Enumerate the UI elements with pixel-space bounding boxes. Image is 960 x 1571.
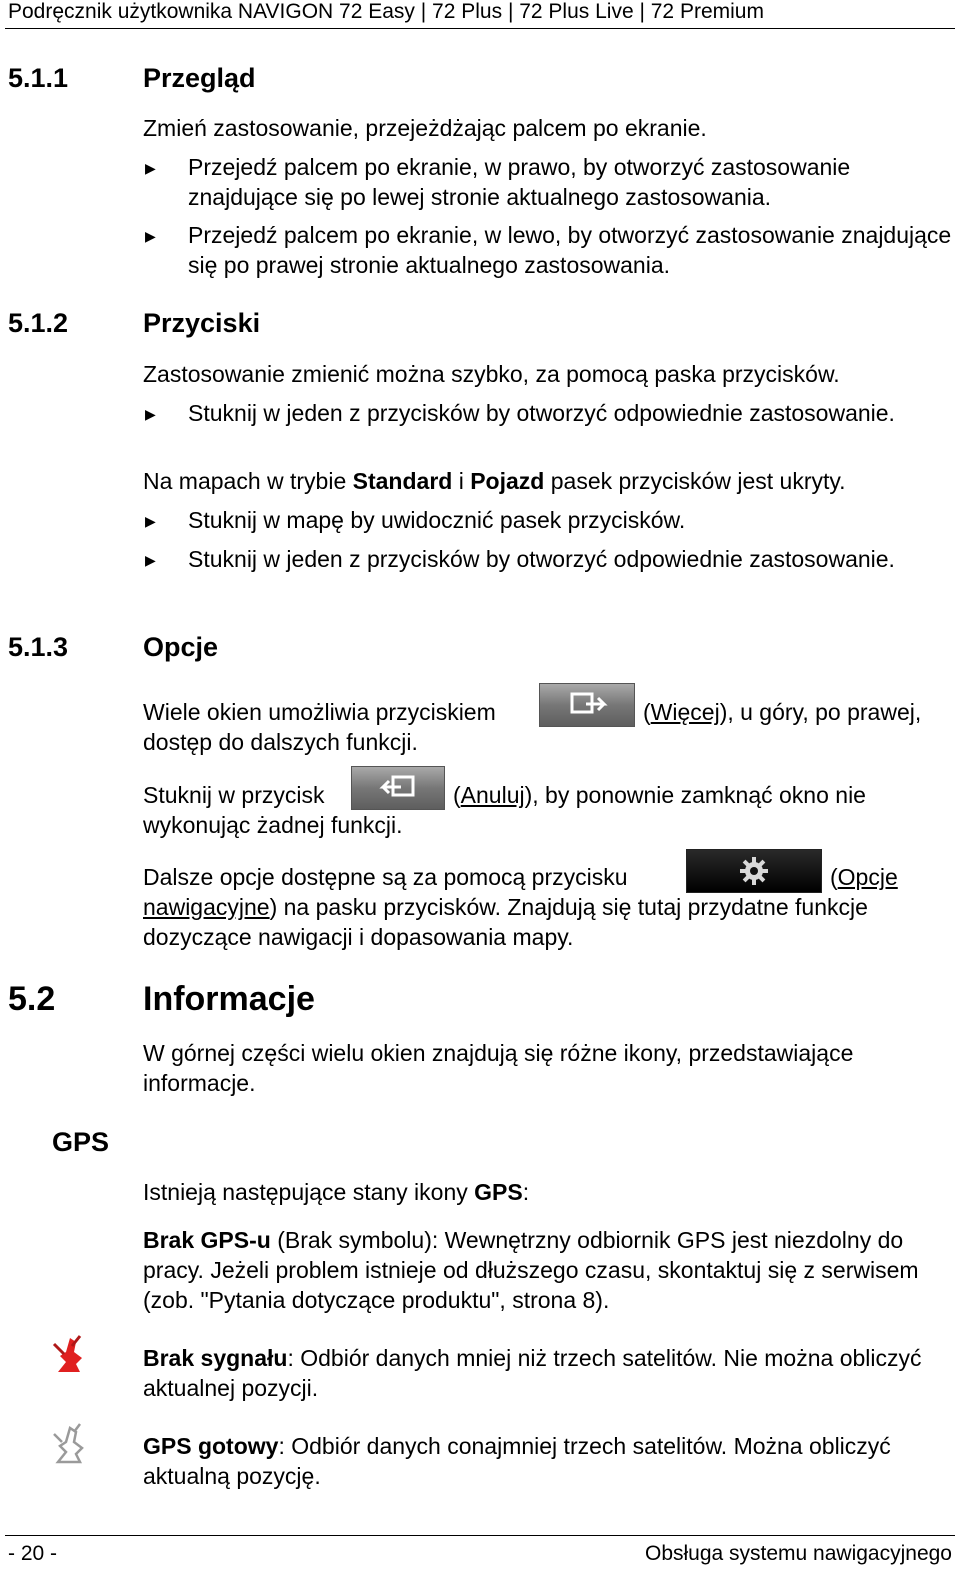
triangle-right-icon: ▶ [145,228,156,244]
buttons-bullet-3: Stuknij w jeden z przycisków by otworzyć odpowiednie zastosowanie. [188,546,895,572]
section-number-511: 5.1.1 [8,63,69,93]
options-text-line-1b: (Opcje [830,864,898,890]
cancel-button-image [351,766,445,810]
gps-no-signal-icon [50,1332,90,1376]
options-text-line-2: nawigacyjne) na pasku przycisków. Znajdują się tutaj przydatne funkcje [143,894,868,920]
more-text-line-1b: (Więcej), u góry, po prawej, [643,699,922,725]
overview-bullet-1: Przejedź palcem po ekranie, w prawo, by otworzyć zastosowanie znajdujące się po lewej stronie aktualnego zastosowania. [188,154,851,210]
gps-state-ready: GPS gotowy: Odbiór danych conajmniej trzech satelitów. Można obliczyć aktualną pozycję. [143,1433,891,1489]
gps-state-none: Brak GPS-u (Brak symbolu): Wewnętrzny odbiornik GPS jest niezdolny do pracy. Jeżeli problem istnieje od dłuższego czasu, skontaktuj się z serwisem (zob. "Pytania dotyczące produktu", strona 8). [143,1227,919,1313]
gps-states-intro: Istnieją następujące stany ikony GPS: [143,1179,530,1205]
more-button-image [539,683,635,727]
triangle-right-icon: ▶ [145,552,156,568]
section-number-512: 5.1.2 [8,308,69,338]
gps-side-heading: GPS [52,1127,110,1157]
section-title-overview: Przegląd [143,63,256,93]
options-text-line-1: Dalsze opcje dostępne są za pomocą przycisku [143,864,628,890]
triangle-right-icon: ▶ [145,406,156,422]
buttons-map-mode-paragraph: Na mapach w trybie Standard i Pojazd pasek przycisków jest ukryty. [143,468,846,494]
cancel-link: Anuluj [460,782,525,808]
overview-bullet-2: Przejedź palcem po ekranie, w lewo, by otworzyć zastosowanie znajdujące się po prawej stronie aktualnego zastosowania. [188,222,952,278]
cancel-back-icon [375,773,421,803]
gps-state-no-signal: Brak sygnału: Odbiór danych mniej niż trzech satelitów. Nie można obliczyć aktualnej pozycji. [143,1345,922,1401]
options-text-line-3: dozyczące nawigacji i dopasowania mapy. [143,924,574,950]
gps-ready-icon [50,1420,90,1466]
section-number-513: 5.1.3 [8,632,69,662]
cancel-text-line-1: Stuknij w przycisk [143,782,325,808]
cancel-text-line-2: wykonując żadnej funkcji. [143,812,403,838]
section-title-options: Opcje [143,632,219,662]
triangle-right-icon: ▶ [145,160,156,176]
page-number: - 20 - [8,1542,58,1565]
more-link: Więcej [650,699,720,725]
triangle-right-icon: ▶ [145,513,156,529]
options-link-part-1: Opcje [837,864,898,890]
more-arrow-icon [564,690,610,720]
footer-section-title: Obsługa systemu nawigacyjnego [644,1542,952,1565]
buttons-bullet-1: Stuknij w jeden z przycisków by otworzyć odpowiednie zastosowanie. [188,400,895,426]
section-title-information: Informacje [143,980,315,1018]
section-title-buttons: Przyciski [143,308,261,338]
buttons-bullet-2: Stuknij w mapę by uwidocznić pasek przycisków. [188,507,686,533]
running-header: Podręcznik użytkownika NAVIGON 72 Easy | 72 Plus | 72 Plus Live | 72 Premium [8,0,764,23]
information-intro: W górnej części wielu okien znajdują się różne ikony, przedstawiające informacje. [143,1040,854,1096]
overview-intro: Zmień zastosowanie, przejeżdżając palcem po ekranie. [143,115,707,141]
footer-rule [5,1535,955,1536]
header-rule [5,28,955,29]
buttons-intro: Zastosowanie zmienić można szybko, za pomocą paska przycisków. [143,361,840,387]
more-text-line-2: dostęp do dalszych funkcji. [143,729,418,755]
section-number-52: 5.2 [8,980,56,1018]
options-link-part-2: nawigacyjne [143,894,270,920]
gear-icon [737,854,771,888]
options-button-image [686,849,822,893]
more-text-line-1: Wiele okien umożliwia przyciskiem [143,699,496,725]
cancel-text-line-1b: (Anuluj), by ponownie zamknąć okno nie [453,782,866,808]
